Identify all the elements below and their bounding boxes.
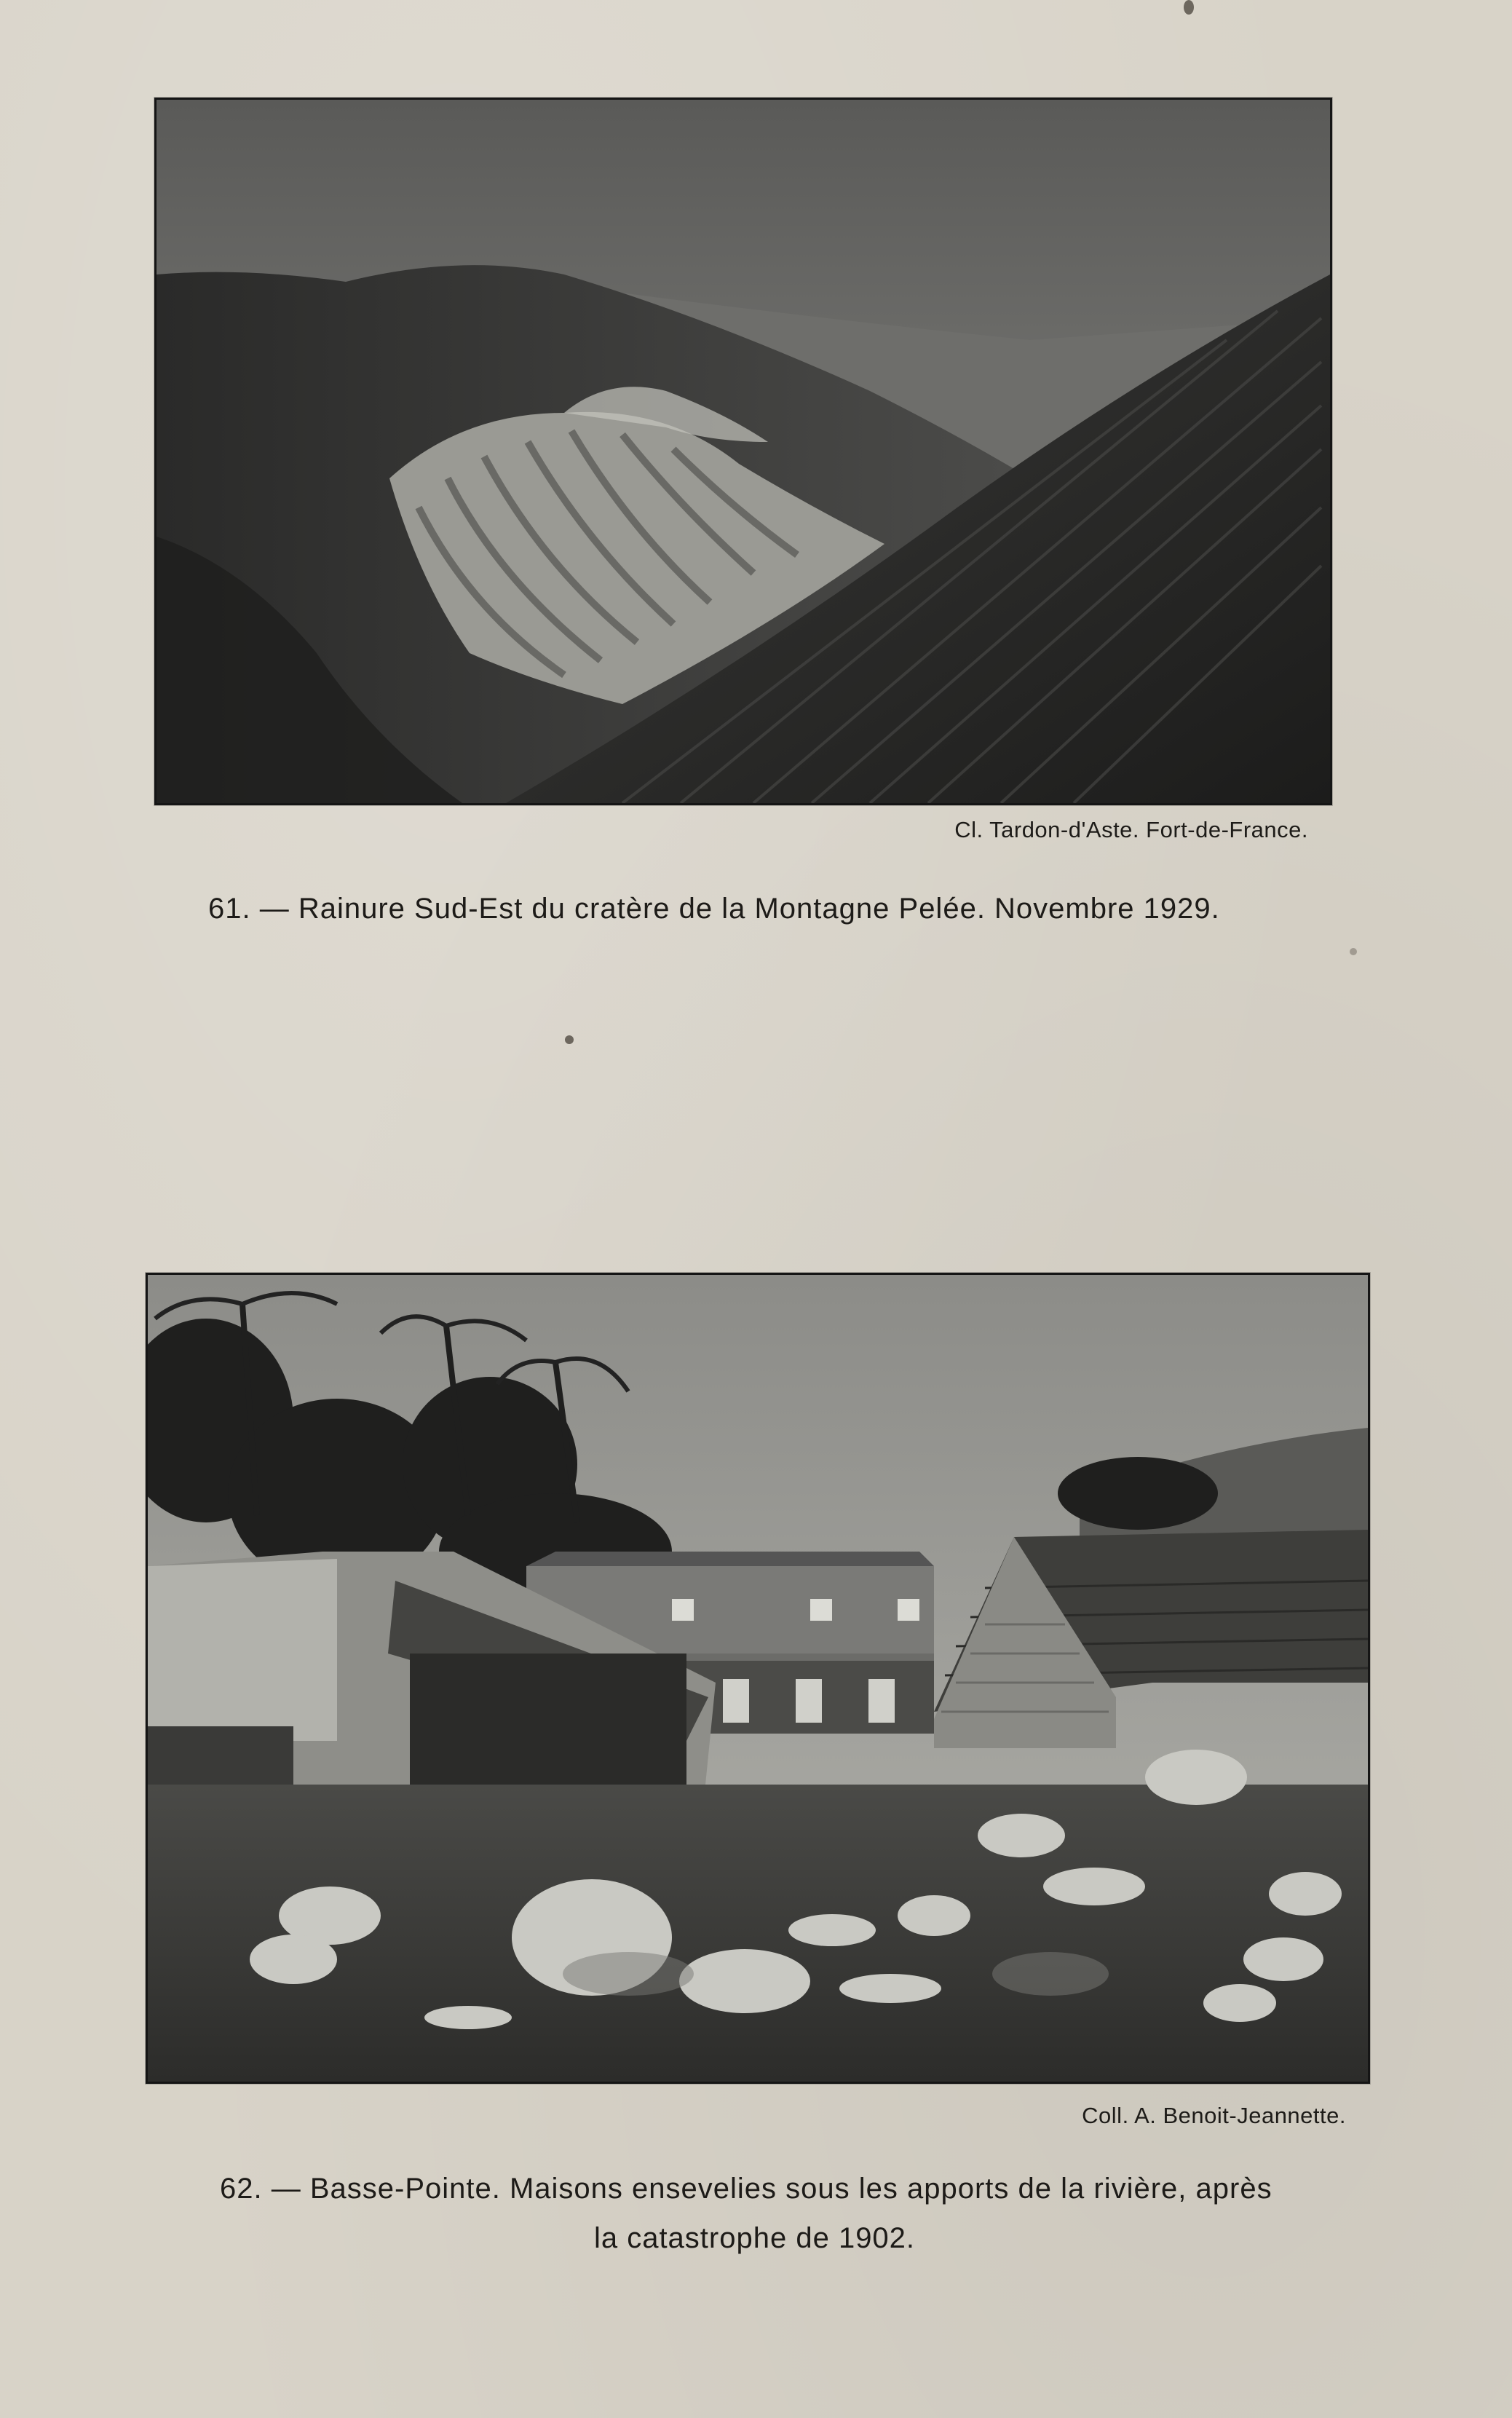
- collection-credit: Coll. A. Benoit-Jeannette.: [1082, 2103, 1346, 2128]
- figure-caption-line-2: [0, 2222, 1512, 2255]
- photo-crater-montagne-pelee: [154, 98, 1332, 805]
- figure-caption: 61. — Rainure Sud-Est du cratère de la Montagne Pelée. Novembre 1929.: [208, 893, 1220, 925]
- houses-photo-illustration: [148, 1275, 1368, 2082]
- paper-speck: [1350, 948, 1357, 955]
- paper-speck: [565, 1035, 574, 1044]
- figure-caption-line-2-text: la catastrophe de 1902.: [593, 2222, 916, 2254]
- photo-basse-pointe-houses: [146, 1273, 1370, 2084]
- paper-speck: [1184, 0, 1194, 15]
- figure-caption-line-1: 62. — Basse-Pointe. Maisons ensevelies sous les apports de la rivière, après: [220, 2173, 1272, 2205]
- crater-photo-illustration: [157, 100, 1330, 803]
- photo-credit: Cl. Tardon-d'Aste. Fort-de-France.: [954, 817, 1308, 842]
